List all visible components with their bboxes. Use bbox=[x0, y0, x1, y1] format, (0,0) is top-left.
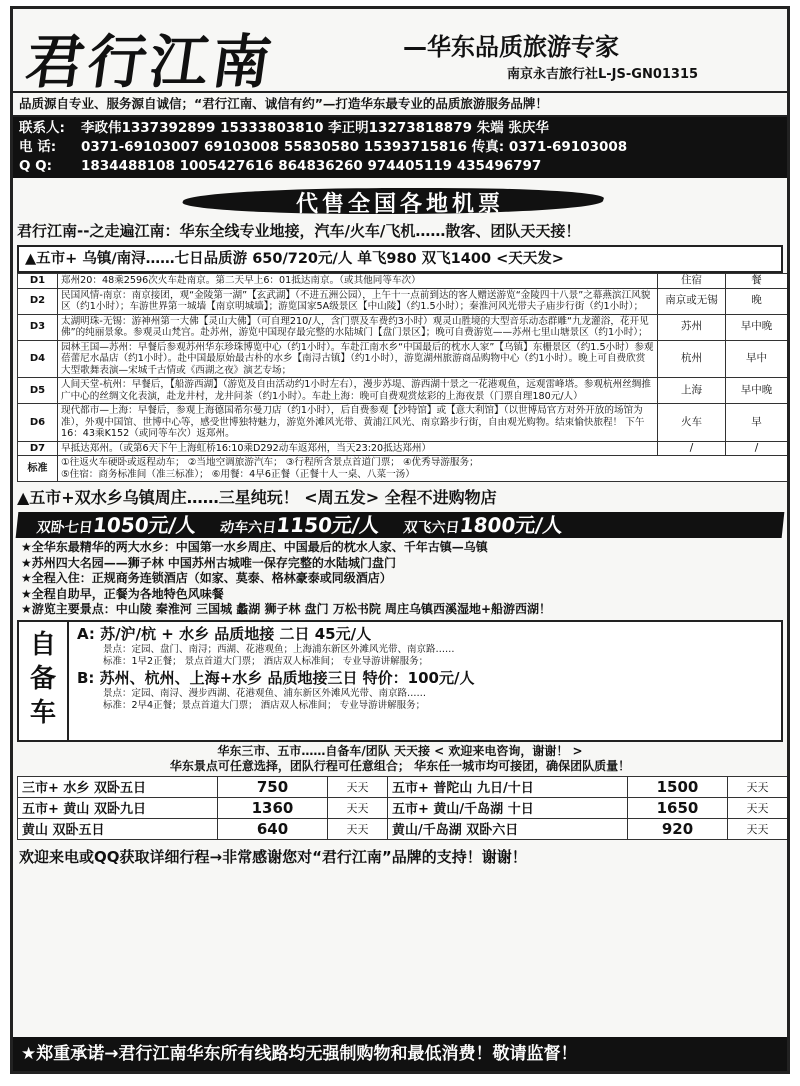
day-label: D4 bbox=[18, 340, 58, 378]
standard-row bbox=[18, 456, 788, 482]
day-meal: / bbox=[726, 441, 788, 456]
price-label: 动车六日 bbox=[219, 520, 277, 536]
route-price: 750 bbox=[218, 776, 328, 797]
route-price: 640 bbox=[218, 818, 328, 839]
standard-line: ⑤住宿：商务标准间（准三标准）； ⑥用餐：4早6正餐（正餐十人一桌、八菜一汤） bbox=[61, 468, 415, 480]
meal-header: 餐 bbox=[726, 274, 788, 289]
highlight-item: ★苏州四大名园——狮子林 中国苏州古城唯一保存完整的水陆城门盘门 bbox=[21, 555, 396, 570]
day-text: 郑州20：48乘2596次火车赴南京。第二天早上6：01抵达南京。（或其他同等车次） bbox=[58, 274, 658, 289]
self-car-label: 自备车 bbox=[19, 622, 69, 740]
price-value: 1150元/人 bbox=[275, 513, 381, 537]
itinerary-row bbox=[18, 340, 788, 378]
option-a-sights: 景点：定园、盘门、南浔；西湖、花港观鱼；上海浦东新区外滩风光带、南京路…… bbox=[103, 643, 455, 655]
departure: 天天 bbox=[728, 818, 788, 839]
self-car-body bbox=[77, 624, 777, 712]
day-label: D2 bbox=[18, 288, 58, 314]
departure: 天天 bbox=[728, 797, 788, 818]
itinerary-row bbox=[18, 441, 788, 456]
day-meal: 早中晚 bbox=[726, 314, 788, 340]
people-label: 联系人: bbox=[19, 120, 65, 136]
footnote-line: 华东三市、五市……自备车/团队 天天接 < 欢迎来电咨询，谢谢！ > bbox=[217, 743, 583, 758]
contact-people-row bbox=[19, 119, 781, 138]
price-row bbox=[18, 776, 788, 797]
itinerary-row bbox=[18, 378, 788, 404]
license-number: 南京永吉旅行社L-JS-GN01315 bbox=[507, 67, 699, 82]
day-text: 园林王国—苏州：早餐后参观苏州华东珍珠博览中心（约1小时）。车赴江南水乡“中国最后的枕水人家”【乌镇】东栅景区（约1.5小时）参观蓓蕾尼水晶店（约1小时）。赴中国最原始最古朴的水乡【南浔古镇】（约1小时），游览湖州旅游商品购物中心（约1小时）。晚上可自费欣赏大型歌舞表演—宋城千古情或《西湖之夜》演艺专场； bbox=[58, 340, 658, 378]
price-label: 双卧七日 bbox=[35, 520, 94, 536]
phone-value: 0371-69103007 69103008 55830580 15393715816 传真: 0371-69103008 bbox=[81, 139, 628, 155]
standard-line: ①往返火车硬卧或返程动车； ②当地空调旅游汽车； ③行程所含景点首道门票； ④优秀导游服务； bbox=[61, 457, 479, 468]
contact-block bbox=[13, 117, 787, 178]
departure: 天天 bbox=[328, 818, 388, 839]
departure: 天天 bbox=[728, 776, 788, 797]
price-label: 双飞六日 bbox=[402, 520, 461, 536]
highlight-item: ★全程入住：正规商务连锁酒店（如家、莫泰、格林豪泰或同级酒店） bbox=[21, 571, 392, 585]
option-a-standard: 标准：1早2正餐； 景点首道大门票； 酒店双人标准间； 专业导游讲解服务； bbox=[103, 655, 429, 667]
price-value: 1800元/人 bbox=[458, 513, 564, 537]
itinerary-row bbox=[18, 288, 788, 314]
phone-label: 电 话: bbox=[19, 139, 57, 155]
day-label: D7 bbox=[18, 441, 58, 456]
standard-text bbox=[58, 456, 788, 482]
price-row bbox=[18, 818, 788, 839]
day-label: D5 bbox=[18, 378, 58, 404]
route-name: 黄山 双卧五日 bbox=[18, 818, 218, 839]
day-stay: 苏州 bbox=[658, 314, 726, 340]
tour2-price-bar bbox=[16, 512, 785, 538]
route-price: 1650 bbox=[628, 797, 728, 818]
day-meal: 早中 bbox=[726, 340, 788, 378]
day-stay: 火车 bbox=[658, 404, 726, 442]
subheading: 君行江南--之走遍江南：华东全线专业地接，汽车/火车/飞机……散客、团队天天接！ bbox=[17, 222, 581, 240]
day-stay: / bbox=[658, 441, 726, 456]
tour2-highlights bbox=[21, 540, 779, 618]
advertisement bbox=[10, 6, 790, 1074]
header bbox=[13, 9, 787, 96]
price-row bbox=[18, 797, 788, 818]
option-b-standard: 标准：2早4正餐；景点首道大门票； 酒店双人标准间； 专业导游讲解服务； bbox=[103, 699, 426, 711]
departure: 天天 bbox=[328, 797, 388, 818]
qq-label: Q Q: bbox=[19, 158, 53, 174]
contact-phone-row bbox=[19, 138, 781, 157]
tagline: 品质源自专业、服务源自诚信；“君行江南、诚信有约”—打造华东最专业的品质旅游服务品牌！ bbox=[13, 91, 787, 117]
itinerary-row bbox=[18, 274, 788, 289]
highlight-item: ★全华东最精华的两大水乡：中国第一水乡周庄、中国最后的枕水人家、千年古镇—乌镇 bbox=[21, 540, 488, 554]
day-text: 太湖明珠-无锡：游神州第一大佛【灵山大佛】（可自理210/人，含门票及车费约3小时）观灵山胜境的大型音乐动态群雕“九龙灌浴，花开见佛”的纯丽景象。参观灵山梵宫。赴苏州，游览中国现存最完整的水陆城门【盘门景区】；晚可自费游览——苏州七里山塘景区（约1小时）； bbox=[58, 314, 658, 340]
day-stay: 杭州 bbox=[658, 340, 726, 378]
highlight-item: ★全程自助早，正餐为各地特色风味餐 bbox=[21, 586, 224, 601]
ticket-banner-text: 代售全国各地机票 bbox=[295, 192, 504, 217]
day-text: 人间天堂-杭州：早餐后，【船游西湖】（游览及自由活动约1小时左右），漫步苏堤、游西湖十景之一花港观鱼，远观雷峰塔。参观杭州丝绸推广中心的丝绸文化表演，赴龙井村，龙井问茶（约1小时）。车赴上海：晚可自费观赏炫彩的上海夜景（门票自理180元/人） bbox=[58, 378, 658, 404]
route-price: 1360 bbox=[218, 797, 328, 818]
option-b-sights: 景点：定园、南浔、漫步西湖、花港观鱼、浦东新区外滩风光带、南京路…… bbox=[103, 687, 427, 699]
day-label: D6 bbox=[18, 404, 58, 442]
footnote bbox=[13, 744, 787, 774]
standard-label: 标准 bbox=[18, 456, 58, 482]
route-name: 黄山/千岛湖 双卧六日 bbox=[388, 818, 628, 839]
price-table bbox=[17, 776, 788, 840]
route-price: 920 bbox=[628, 818, 728, 839]
day-meal: 早中晚 bbox=[726, 378, 788, 404]
itinerary-row bbox=[18, 404, 788, 442]
day-stay: 上海 bbox=[658, 378, 726, 404]
day-text: 现代都市—上海：早餐后，参观上海德国希尔曼刀店（约1小时），后自费参观【沙特馆】或【意大利馆】（以世博局官方对外开放的场馆为准），外观中国馆、世博中心等，感受世博独特魅力，游览外滩风光带、黄浦江风光、南京路步行街，自由观光购物。结束愉快旅程！ 下午16：43乘K152（或同等车次）返郑州。 bbox=[58, 404, 658, 442]
slogan: —华东品质旅游专家 bbox=[403, 33, 619, 61]
day-meal: 晚 bbox=[726, 288, 788, 314]
highlight-item: ★游览主要景点：中山陵 秦淮河 三国城 蠡湖 狮子林 盘门 万松书院 周庄乌镇西溪湿地+船游西湖！ bbox=[21, 602, 552, 616]
day-text: 民国风情-南京：南京接团，观“金陵第一湖”【玄武湖】（不进五洲公园），上午十一点前到达的客人赠送游览“金陵四十八景”之幕燕滨江风貌区（约1小时）；车游世界第一城墙【南京明城墙】；游览国家5A级景区【中山陵】（约1.5小时）；秦淮河风光带夫子庙步行街（约1小时）； bbox=[58, 288, 658, 314]
option-a-heading: A: 苏/沪/杭 + 水乡 品质地接 二日 45元/人 bbox=[77, 624, 372, 643]
day-text: 早抵达郑州。（或第6天下午上海虹桥16:10乘D292动车返郑州，当天23:20抵达郑州） bbox=[58, 441, 658, 456]
stay-header: 住宿 bbox=[658, 274, 726, 289]
route-name: 五市+ 普陀山 九日/十日 bbox=[388, 776, 628, 797]
itinerary-table bbox=[17, 273, 788, 482]
promise-bar: ★郑重承诺→君行江南华东所有线路均无强制购物和最低消费！敬请监督！ bbox=[13, 1037, 787, 1071]
route-name: 三市+ 水乡 双卧五日 bbox=[18, 776, 218, 797]
welcome-line: 欢迎来电或QQ获取详细行程→非常感谢您对“君行江南”品牌的支持！谢谢！ bbox=[19, 847, 527, 866]
tour2-heading: ▲五市+双水乡乌镇周庄……三星纯玩！ <周五发> 全程不进购物店 bbox=[17, 488, 497, 507]
contact-qq-row bbox=[19, 157, 781, 176]
day-label: D3 bbox=[18, 314, 58, 340]
people-value: 李政伟1337392899 15333803810 李正明13273818879 朱端 张庆华 bbox=[81, 120, 549, 136]
departure: 天天 bbox=[328, 776, 388, 797]
tour1-heading: ▲五市+ 乌镇/南浔……七日品质游 650/720元/人 单飞980 双飞1400 <天天发> bbox=[17, 245, 783, 273]
day-stay: 南京或无锡 bbox=[658, 288, 726, 314]
day-label: D1 bbox=[18, 274, 58, 289]
day-meal: 早 bbox=[726, 404, 788, 442]
price-value: 1050元/人 bbox=[91, 513, 198, 537]
self-car-section bbox=[17, 620, 783, 742]
route-name: 五市+ 黄山/千岛湖 十日 bbox=[388, 797, 628, 818]
option-b-heading: B: 苏州、杭州、上海+水乡 品质地接三日 特价：100元/人 bbox=[77, 668, 475, 687]
route-name: 五市+ 黄山 双卧九日 bbox=[18, 797, 218, 818]
brand-logo: 君行江南 bbox=[21, 28, 280, 96]
ticket-banner bbox=[13, 184, 787, 218]
route-price: 1500 bbox=[628, 776, 728, 797]
itinerary-row bbox=[18, 314, 788, 340]
footnote-line: 华东景点可任意选择，团队行程可任意组合； 华东任一城市均可接团，确保团队质量！ bbox=[169, 758, 631, 773]
qq-value: 1834488108 1005427616 864836260 974405119 435496797 bbox=[81, 158, 542, 174]
